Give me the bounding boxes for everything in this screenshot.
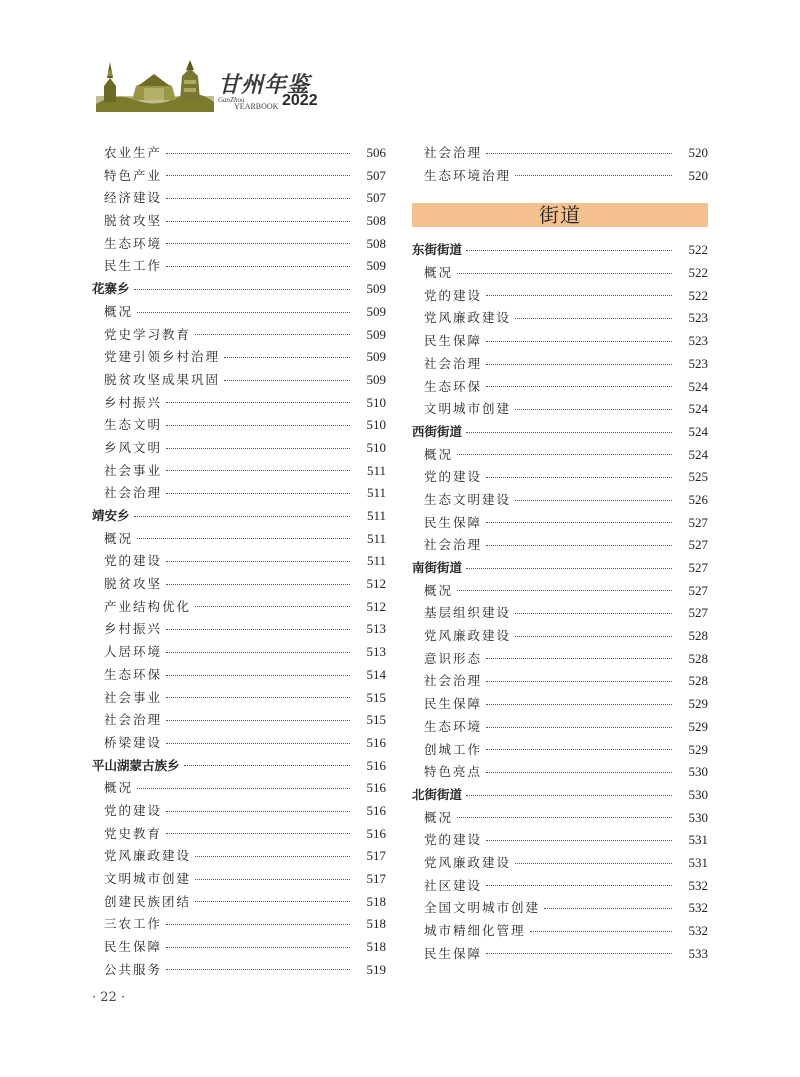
toc-entry[interactable] bbox=[92, 369, 386, 392]
toc-entry-label: 西街街道 bbox=[412, 423, 463, 439]
toc-entry[interactable] bbox=[412, 466, 708, 489]
dot-leader bbox=[486, 658, 672, 659]
toc-entry[interactable] bbox=[92, 732, 386, 755]
toc-entry-label: 概况 bbox=[104, 530, 134, 546]
toc-entry-label: 生态环保 bbox=[424, 378, 483, 394]
toc-entry[interactable] bbox=[92, 414, 386, 437]
toc-entry[interactable] bbox=[412, 376, 708, 399]
toc-entry-page: 513 bbox=[366, 644, 386, 660]
toc-entry[interactable] bbox=[92, 664, 386, 687]
toc-entry-page: 524 bbox=[688, 446, 708, 462]
toc-entry-label: 北街街道 bbox=[412, 786, 463, 802]
dot-leader bbox=[134, 289, 350, 290]
dot-leader bbox=[166, 652, 350, 653]
dot-leader bbox=[166, 720, 350, 721]
toc-entry-page: 522 bbox=[688, 242, 708, 258]
toc-section-entry[interactable] bbox=[92, 278, 386, 301]
dot-leader bbox=[486, 295, 672, 296]
toc-entry[interactable] bbox=[412, 897, 708, 920]
toc-entry[interactable] bbox=[92, 550, 386, 573]
toc-entry-page: 531 bbox=[688, 832, 708, 848]
toc-entry-label: 创城工作 bbox=[424, 741, 483, 757]
toc-entry-page: 507 bbox=[366, 190, 386, 206]
toc-entry[interactable] bbox=[412, 285, 708, 308]
toc-entry-page: 520 bbox=[688, 167, 708, 183]
toc-left-column bbox=[92, 142, 386, 981]
toc-entry-page: 524 bbox=[688, 423, 708, 439]
toc-entry-label: 党的建设 bbox=[424, 832, 483, 848]
toc-entry-label: 社会治理 bbox=[104, 485, 163, 501]
toc-entry-label: 党史教育 bbox=[104, 825, 163, 841]
toc-entry-page: 509 bbox=[366, 349, 386, 365]
toc-entry[interactable] bbox=[92, 142, 386, 165]
dot-leader bbox=[486, 545, 672, 546]
toc-entry-label: 概况 bbox=[104, 303, 134, 319]
toc-entry[interactable] bbox=[92, 777, 386, 800]
dot-leader bbox=[166, 425, 350, 426]
dot-leader bbox=[195, 856, 350, 857]
dot-leader bbox=[486, 341, 672, 342]
toc-entry-label: 乡村振兴 bbox=[104, 621, 163, 637]
toc-right-top-list bbox=[412, 142, 708, 187]
toc-entry[interactable] bbox=[412, 512, 708, 535]
dot-leader bbox=[166, 175, 350, 176]
dot-leader bbox=[195, 879, 350, 880]
toc-entry[interactable] bbox=[412, 693, 708, 716]
toc-entry-page: 524 bbox=[688, 378, 708, 394]
toc-entry-page: 518 bbox=[366, 939, 386, 955]
toc-entry[interactable] bbox=[92, 210, 386, 233]
toc-entry[interactable] bbox=[92, 346, 386, 369]
toc-entry-page: 527 bbox=[688, 582, 708, 598]
toc-entry[interactable] bbox=[412, 262, 708, 285]
yearbook-title-en-1: GanZhou bbox=[218, 96, 245, 104]
toc-entry-page: 512 bbox=[366, 576, 386, 592]
toc-right-list bbox=[412, 239, 708, 965]
toc-entry-page: 523 bbox=[688, 355, 708, 371]
toc-entry-label: 生态环境 bbox=[104, 235, 163, 251]
toc-entry-label: 创建民族团结 bbox=[104, 893, 192, 909]
toc-entry-label: 社会事业 bbox=[104, 462, 163, 478]
toc-entry[interactable] bbox=[92, 301, 386, 324]
dot-leader bbox=[486, 477, 672, 478]
toc-entry-label: 特色亮点 bbox=[424, 764, 483, 780]
dot-leader bbox=[457, 817, 672, 818]
dot-leader bbox=[515, 175, 672, 176]
toc-entry-label: 党风廉政建设 bbox=[424, 310, 512, 326]
toc-entry-label: 党的建设 bbox=[424, 287, 483, 303]
toc-entry[interactable] bbox=[412, 142, 708, 165]
toc-entry[interactable] bbox=[412, 920, 708, 943]
page-number: · 22 · bbox=[92, 990, 126, 1005]
toc-entry-label: 生态文明 bbox=[104, 417, 163, 433]
toc-entry-page: 511 bbox=[366, 508, 386, 523]
toc-entry-label: 社会事业 bbox=[104, 689, 163, 705]
toc-entry-label: 概况 bbox=[424, 582, 454, 598]
dot-leader bbox=[486, 364, 672, 365]
dot-leader bbox=[486, 749, 672, 750]
toc-entry-label: 乡村振兴 bbox=[104, 394, 163, 410]
dot-leader bbox=[166, 833, 350, 834]
dot-leader bbox=[195, 901, 350, 902]
toc-entry[interactable] bbox=[412, 807, 708, 830]
dot-leader bbox=[134, 516, 350, 517]
toc-entry[interactable] bbox=[412, 534, 708, 557]
toc-entry-label: 民生保障 bbox=[424, 945, 483, 961]
toc-entry-page: 529 bbox=[688, 696, 708, 712]
toc-entry-page: 517 bbox=[366, 848, 386, 864]
toc-entry-page: 532 bbox=[688, 900, 708, 916]
toc-entry[interactable] bbox=[92, 437, 386, 460]
dot-leader bbox=[224, 357, 350, 358]
toc-entry-label: 概况 bbox=[104, 780, 134, 796]
toc-entry[interactable] bbox=[92, 392, 386, 415]
dot-leader bbox=[515, 409, 672, 410]
dot-leader bbox=[457, 454, 672, 455]
toc-entry-label: 意识形态 bbox=[424, 650, 483, 666]
toc-entry-page: 509 bbox=[366, 281, 386, 297]
yearbook-title-en-2: YEARBOOK bbox=[234, 102, 279, 111]
toc-entry[interactable] bbox=[92, 641, 386, 664]
dot-leader bbox=[166, 470, 350, 471]
toc-section-entry[interactable] bbox=[92, 755, 386, 778]
toc-entry[interactable] bbox=[412, 648, 708, 671]
dot-leader bbox=[166, 266, 350, 267]
toc-entry-label: 生态环境 bbox=[424, 718, 483, 734]
toc-entry[interactable] bbox=[412, 943, 708, 966]
toc-entry-label: 特色产业 bbox=[104, 167, 163, 183]
toc-entry-page: 509 bbox=[366, 303, 386, 319]
toc-entry-page: 516 bbox=[366, 734, 386, 750]
yearbook-year: 2022 bbox=[282, 92, 318, 109]
toc-entry-label: 党的建设 bbox=[424, 469, 483, 485]
toc-entry[interactable] bbox=[412, 398, 708, 421]
toc-entry[interactable] bbox=[92, 936, 386, 959]
toc-entry[interactable] bbox=[412, 489, 708, 512]
dot-leader bbox=[486, 153, 672, 154]
toc-entry[interactable] bbox=[412, 625, 708, 648]
toc-entry[interactable] bbox=[92, 913, 386, 936]
toc-entry-page: 522 bbox=[688, 287, 708, 303]
dot-leader bbox=[515, 636, 672, 637]
toc-entry-label: 概况 bbox=[424, 809, 454, 825]
dot-leader bbox=[166, 697, 350, 698]
toc-entry-label: 概况 bbox=[424, 446, 454, 462]
dot-leader bbox=[486, 953, 672, 954]
dot-leader bbox=[166, 198, 350, 199]
toc-entry-page: 509 bbox=[366, 371, 386, 387]
toc-entry-label: 生态文明建设 bbox=[424, 491, 512, 507]
toc-entry-page: 530 bbox=[688, 764, 708, 780]
toc-entry[interactable] bbox=[92, 868, 386, 891]
dot-leader bbox=[166, 153, 350, 154]
toc-entry-page: 510 bbox=[366, 394, 386, 410]
toc-entry[interactable] bbox=[92, 596, 386, 619]
toc-entry-page: 512 bbox=[366, 598, 386, 614]
toc-entry-label: 党风廉政建设 bbox=[104, 848, 192, 864]
dot-leader bbox=[166, 243, 350, 244]
toc-entry[interactable] bbox=[412, 739, 708, 762]
dot-leader bbox=[466, 795, 672, 796]
toc-entry-page: 518 bbox=[366, 893, 386, 909]
toc-entry-label: 人居环境 bbox=[104, 644, 163, 660]
dot-leader bbox=[166, 448, 350, 449]
dot-leader bbox=[137, 788, 350, 789]
toc-entry-page: 525 bbox=[688, 469, 708, 485]
toc-entry-page: 515 bbox=[366, 712, 386, 728]
toc-entry[interactable] bbox=[92, 187, 386, 210]
toc-entry[interactable] bbox=[412, 444, 708, 467]
toc-entry-page: 507 bbox=[366, 167, 386, 183]
dot-leader bbox=[530, 931, 672, 932]
toc-entry[interactable] bbox=[92, 618, 386, 641]
toc-section-entry[interactable] bbox=[412, 784, 708, 807]
toc-entry-label: 民生保障 bbox=[424, 333, 483, 349]
toc-entry-label: 平山湖蒙古族乡 bbox=[92, 757, 180, 773]
dot-leader bbox=[166, 584, 350, 585]
toc-entry-label: 社会治理 bbox=[424, 145, 483, 160]
toc-section-entry[interactable] bbox=[412, 421, 708, 444]
toc-entry[interactable] bbox=[412, 716, 708, 739]
dot-leader bbox=[166, 493, 350, 494]
toc-entry-page: 511 bbox=[366, 462, 386, 478]
toc-entry-label: 南街街道 bbox=[412, 560, 463, 575]
toc-entry-label: 社会治理 bbox=[104, 712, 163, 728]
toc-entry[interactable] bbox=[412, 670, 708, 693]
dot-leader bbox=[515, 318, 672, 319]
dot-leader bbox=[466, 568, 672, 569]
section-banner-streets: 街道 bbox=[412, 203, 708, 227]
toc-entry-label: 桥梁建设 bbox=[104, 734, 163, 750]
dot-leader bbox=[166, 402, 350, 403]
toc-entry[interactable] bbox=[92, 528, 386, 551]
toc-entry-page: 508 bbox=[366, 235, 386, 251]
dot-leader bbox=[166, 743, 350, 744]
toc-entry-page: 528 bbox=[688, 673, 708, 689]
toc-entry-label: 民生保障 bbox=[104, 939, 163, 955]
toc-entry-label: 民生工作 bbox=[104, 258, 163, 274]
toc-entry-page: 523 bbox=[688, 310, 708, 326]
dot-leader bbox=[224, 380, 350, 381]
toc-section-entry[interactable] bbox=[92, 505, 386, 528]
toc-entry-label: 靖安乡 bbox=[92, 508, 130, 523]
toc-entry-label: 脱贫攻坚成果巩固 bbox=[104, 371, 221, 387]
toc-entry-page: 508 bbox=[366, 213, 386, 229]
toc-entry-label: 民生保障 bbox=[424, 514, 483, 530]
toc-entry-page: 528 bbox=[688, 650, 708, 666]
dot-leader bbox=[195, 334, 350, 335]
dot-leader bbox=[166, 629, 350, 630]
toc-entry-label: 三农工作 bbox=[104, 916, 163, 932]
toc-entry-label: 城市精细化管理 bbox=[424, 923, 526, 938]
toc-entry[interactable] bbox=[412, 307, 708, 330]
toc-section-entry[interactable] bbox=[412, 557, 708, 580]
toc-entry[interactable] bbox=[92, 891, 386, 914]
toc-entry-page: 509 bbox=[366, 326, 386, 342]
toc-entry[interactable] bbox=[412, 761, 708, 784]
toc-entry-page: 511 bbox=[366, 553, 386, 569]
dot-leader bbox=[544, 908, 672, 909]
toc-entry-label: 党的建设 bbox=[104, 553, 163, 569]
toc-entry[interactable] bbox=[92, 460, 386, 483]
dot-leader bbox=[486, 727, 672, 728]
toc-entry[interactable] bbox=[412, 353, 708, 376]
dot-leader bbox=[166, 675, 350, 676]
toc-entry[interactable] bbox=[412, 165, 708, 188]
toc-entry-label: 基层组织建设 bbox=[424, 605, 512, 621]
toc-entry-page: 529 bbox=[688, 741, 708, 757]
toc-entry[interactable] bbox=[412, 852, 708, 875]
toc-entry-page: 524 bbox=[688, 401, 708, 417]
toc-entry-label: 党史学习教育 bbox=[104, 326, 192, 342]
toc-entry-label: 社会治理 bbox=[424, 355, 483, 371]
toc-entry-page: 516 bbox=[366, 757, 386, 773]
toc-entry-page: 532 bbox=[688, 923, 708, 938]
toc-entry-label: 东街街道 bbox=[412, 242, 463, 258]
dot-leader bbox=[515, 613, 672, 614]
dot-leader bbox=[137, 312, 350, 313]
toc-entry-page: 511 bbox=[366, 485, 386, 501]
toc-entry-label: 脱贫攻坚 bbox=[104, 213, 163, 229]
toc-entry-label: 生态环保 bbox=[104, 666, 163, 682]
toc-entry[interactable] bbox=[92, 165, 386, 188]
dot-leader bbox=[466, 250, 672, 251]
toc-entry-page: 517 bbox=[366, 871, 386, 886]
dot-leader bbox=[166, 947, 350, 948]
toc-entry-page: 527 bbox=[688, 605, 708, 621]
toc-entry-page: 510 bbox=[366, 439, 386, 455]
toc-entry-page: 518 bbox=[366, 916, 386, 932]
dot-leader bbox=[486, 386, 672, 387]
toc-entry-label: 脱贫攻坚 bbox=[104, 576, 163, 592]
toc-entry-page: 532 bbox=[688, 877, 708, 893]
toc-entry-page: 515 bbox=[366, 689, 386, 705]
toc-entry-page: 506 bbox=[366, 145, 386, 160]
dot-leader bbox=[515, 863, 672, 864]
toc-entry-label: 文明城市创建 bbox=[424, 401, 512, 417]
toc-entry-label: 花寨乡 bbox=[92, 281, 130, 297]
toc-entry-label: 社会治理 bbox=[424, 673, 483, 689]
toc-entry-label: 党建引领乡村治理 bbox=[104, 349, 221, 365]
toc-entry[interactable] bbox=[412, 875, 708, 898]
toc-entry-label: 社会治理 bbox=[424, 537, 483, 553]
toc-entry-page: 509 bbox=[366, 258, 386, 274]
dot-leader bbox=[486, 522, 672, 523]
toc-entry-page: 513 bbox=[366, 621, 386, 637]
dot-leader bbox=[166, 924, 350, 925]
toc-entry-page: 514 bbox=[366, 666, 386, 682]
toc-section-entry[interactable] bbox=[412, 239, 708, 262]
toc-entry[interactable] bbox=[92, 255, 386, 278]
toc-entry-page: 522 bbox=[688, 265, 708, 281]
toc-entry-label: 公共服务 bbox=[104, 961, 163, 977]
dot-leader bbox=[486, 840, 672, 841]
toc-entry[interactable] bbox=[412, 829, 708, 852]
temple-logo-icon bbox=[96, 56, 214, 112]
toc-entry-page: 530 bbox=[688, 786, 708, 802]
dot-leader bbox=[466, 432, 672, 433]
dot-leader bbox=[457, 273, 672, 274]
toc-entry-label: 党风廉政建设 bbox=[424, 628, 512, 644]
toc-entry-page: 530 bbox=[688, 809, 708, 825]
toc-entry[interactable] bbox=[92, 709, 386, 732]
toc-entry-label: 全国文明城市创建 bbox=[424, 900, 541, 916]
toc-entry-label: 产业结构优化 bbox=[104, 598, 192, 614]
toc-entry-label: 农业生产 bbox=[104, 145, 163, 160]
dot-leader bbox=[166, 969, 350, 970]
toc-entry-label: 文明城市创建 bbox=[104, 871, 192, 886]
toc-entry[interactable] bbox=[92, 573, 386, 596]
toc-entry[interactable] bbox=[92, 233, 386, 256]
toc-entry-page: 527 bbox=[688, 560, 708, 575]
toc-entry-label: 经济建设 bbox=[104, 190, 163, 206]
yearbook-header bbox=[96, 56, 336, 112]
toc-entry-page: 529 bbox=[688, 718, 708, 734]
dot-leader bbox=[457, 590, 672, 591]
toc-entry-page: 526 bbox=[688, 491, 708, 507]
toc-entry[interactable] bbox=[92, 687, 386, 710]
toc-entry-page: 516 bbox=[366, 825, 386, 841]
toc-entry[interactable] bbox=[412, 602, 708, 625]
toc-entry[interactable] bbox=[92, 959, 386, 982]
toc-entry[interactable] bbox=[92, 800, 386, 823]
toc-entry[interactable] bbox=[92, 482, 386, 505]
toc-entry-label: 社区建设 bbox=[424, 877, 483, 893]
dot-leader bbox=[195, 606, 350, 607]
dot-leader bbox=[486, 885, 672, 886]
toc-entry-label: 党风廉政建设 bbox=[424, 854, 512, 870]
toc-entry-page: 520 bbox=[688, 145, 708, 160]
toc-entry-page: 510 bbox=[366, 417, 386, 433]
toc-entry[interactable] bbox=[412, 330, 708, 353]
toc-entry-page: 519 bbox=[366, 961, 386, 977]
toc-entry[interactable] bbox=[92, 324, 386, 347]
dot-leader bbox=[486, 704, 672, 705]
toc-entry-page: 523 bbox=[688, 333, 708, 349]
dot-leader bbox=[486, 681, 672, 682]
toc-entry-page: 527 bbox=[688, 514, 708, 530]
toc-entry-label: 民生保障 bbox=[424, 696, 483, 712]
toc-entry-page: 533 bbox=[688, 945, 708, 961]
dot-leader bbox=[486, 772, 672, 773]
dot-leader bbox=[184, 765, 350, 766]
toc-entry-label: 概况 bbox=[424, 265, 454, 281]
toc-entry-page: 531 bbox=[688, 854, 708, 870]
toc-entry-page: 528 bbox=[688, 628, 708, 644]
toc-entry-page: 511 bbox=[366, 530, 386, 546]
toc-entry-page: 527 bbox=[688, 537, 708, 553]
yearbook-title-cn: 甘州年鉴 bbox=[218, 72, 311, 98]
toc-entry-page: 516 bbox=[366, 802, 386, 818]
toc-entry-label: 党的建设 bbox=[104, 802, 163, 818]
dot-leader bbox=[137, 538, 350, 539]
toc-entry-label: 生态环境治理 bbox=[424, 167, 512, 183]
toc-entry-page: 516 bbox=[366, 780, 386, 796]
dot-leader bbox=[166, 221, 350, 222]
toc-entry[interactable] bbox=[92, 845, 386, 868]
toc-entry[interactable] bbox=[92, 823, 386, 846]
toc-entry-label: 乡风文明 bbox=[104, 439, 163, 455]
toc-entry[interactable] bbox=[412, 580, 708, 603]
toc-right-column bbox=[412, 142, 708, 965]
dot-leader bbox=[515, 500, 672, 501]
dot-leader bbox=[166, 561, 350, 562]
dot-leader bbox=[166, 811, 350, 812]
